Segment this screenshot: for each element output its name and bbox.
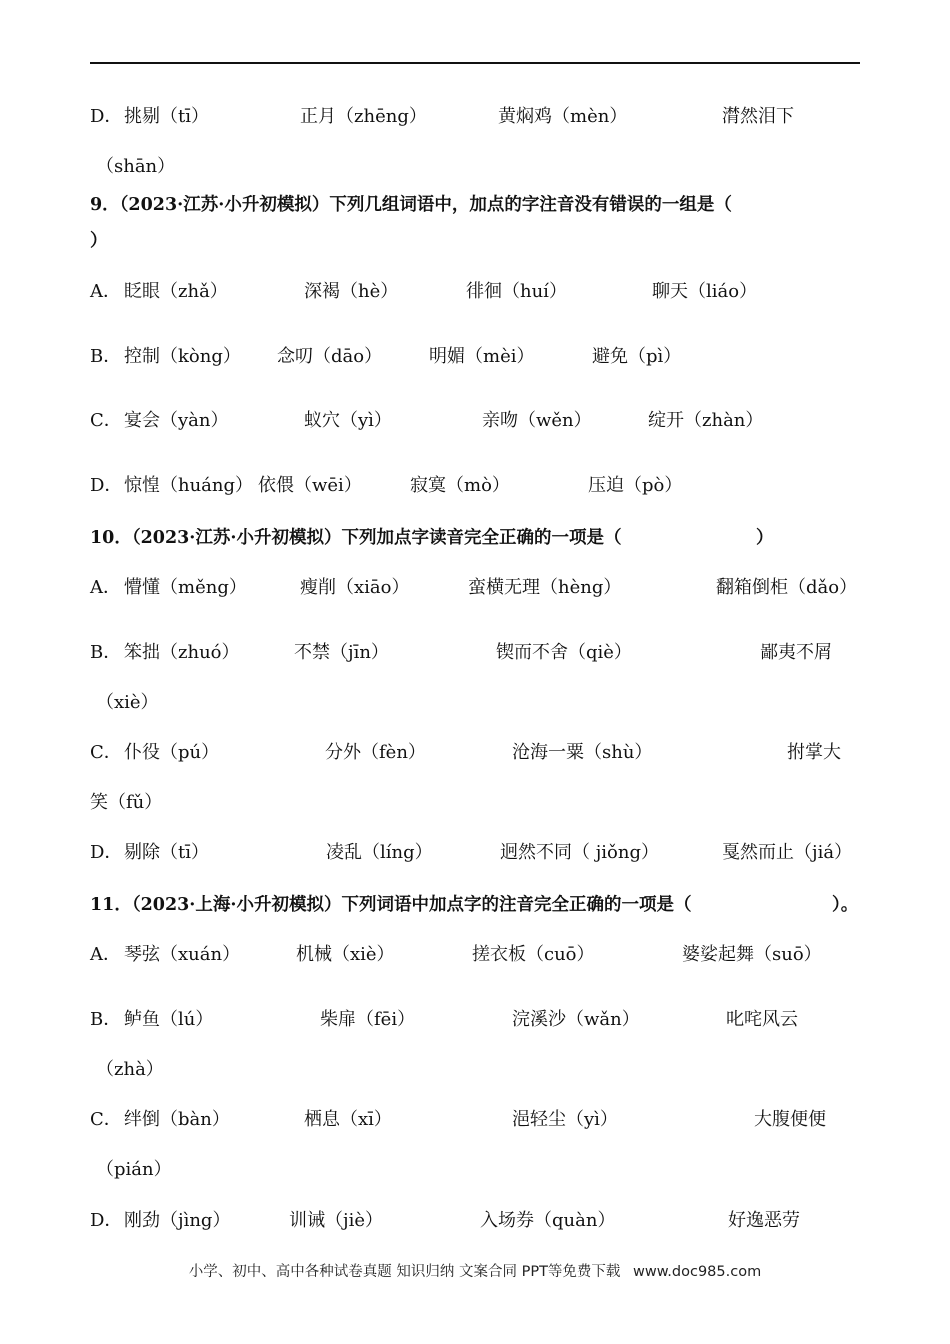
option-item: 绽开（zhàn）	[648, 410, 764, 431]
option-item: 拊掌大	[787, 742, 841, 763]
option-item: 寂寞（mò）	[410, 475, 510, 496]
option-wrap	[0, 1155, 950, 1185]
option-wrap	[0, 152, 950, 182]
option-item: 蛮横无理（hèng）	[468, 577, 622, 598]
footer-link[interactable]: www.doc985.com	[633, 1264, 762, 1280]
option-item: （zhà）	[96, 1059, 164, 1080]
option-item: 浣溪沙（wǎn）	[512, 1009, 640, 1030]
option-item: 蚁穴（yì）	[304, 410, 392, 431]
option-wrap	[0, 688, 950, 718]
question-text: ）	[756, 528, 774, 548]
option-item: 叱咤风云	[726, 1009, 798, 1030]
option-row	[0, 471, 950, 501]
option-item: （shān）	[96, 156, 176, 177]
footer-text: 小学、初中、高中各种试卷真题 知识归纳 文案合同 PPT等免费下载	[188, 1264, 621, 1280]
option-row	[0, 738, 950, 768]
question-text: 11．（2023·上海·小升初模拟）下列词语中加点字的注音完全正确的一项是（	[90, 895, 692, 915]
option-label: A．	[90, 944, 121, 965]
option-item: 黄焖鸡（mèn）	[498, 106, 628, 127]
option-item: 婆娑起舞（suō）	[682, 944, 822, 965]
option-item: 控制（kòng）	[124, 346, 241, 367]
option-item: 不禁（jīn）	[294, 642, 389, 663]
option-row	[0, 638, 950, 668]
option-item: 潸然泪下	[722, 106, 794, 127]
option-item: 念叨（dāo）	[277, 346, 383, 367]
option-row	[0, 838, 950, 868]
option-item: 眨眼（zhǎ）	[124, 281, 228, 302]
option-item: 剔除（tī）	[124, 842, 209, 863]
option-label: C．	[90, 410, 122, 431]
option-item: 明媚（mèi）	[429, 346, 535, 367]
option-label: A．	[90, 577, 121, 598]
option-item: 正月（zhēng）	[300, 106, 427, 127]
option-label: A．	[90, 281, 121, 302]
option-row	[0, 1206, 950, 1236]
option-row	[0, 277, 950, 307]
option-item: 分外（fèn）	[325, 742, 426, 763]
question-text: ）。	[832, 895, 859, 915]
option-item: 翻箱倒柜（dǎo）	[716, 577, 858, 598]
option-item: 挑剔（tī）	[124, 106, 209, 127]
option-item: 戛然而止（jiá）	[722, 842, 853, 863]
option-wrap	[0, 788, 950, 818]
option-wrap	[0, 1055, 950, 1085]
question-text: 9．（2023·江苏·小升初模拟）下列几组词语中，加点的字注音没有错误的一组是（	[90, 195, 732, 215]
option-item: 避免（pì）	[592, 346, 682, 367]
option-label: D．	[90, 1210, 123, 1231]
header-rule	[90, 62, 860, 64]
question-text: ）	[90, 231, 108, 251]
option-item: 绊倒（bàn）	[124, 1109, 230, 1130]
option-item: 栖息（xī）	[304, 1109, 392, 1130]
option-item: 瘦削（xiāo）	[300, 577, 410, 598]
option-item: 徘徊（huí）	[466, 281, 567, 302]
option-item: （pián）	[96, 1159, 172, 1180]
option-label: B．	[90, 1009, 122, 1030]
option-item: 大腹便便	[754, 1109, 826, 1130]
option-label: C．	[90, 742, 122, 763]
question-title-cont	[0, 226, 950, 256]
option-item: 仆役（pú）	[124, 742, 220, 763]
option-item: 聊天（liáo）	[652, 281, 758, 302]
option-item: （xiè）	[96, 692, 159, 713]
option-item: 懵懂（měng）	[124, 577, 247, 598]
option-label: D．	[90, 842, 123, 863]
option-label: D．	[90, 475, 123, 496]
question-text: 10．（2023·江苏·小升初模拟）下列加点字读音完全正确的一项是（	[90, 528, 622, 548]
option-item: 刚劲（jìng）	[124, 1210, 231, 1231]
option-row	[0, 102, 950, 132]
option-item: 笨拙（zhuó）	[124, 642, 240, 663]
question-title	[0, 190, 950, 220]
option-item: 柴扉（fēi）	[320, 1009, 416, 1030]
option-item: 琴弦（xuán）	[124, 944, 241, 965]
question-title	[0, 523, 950, 553]
option-item: 鄙夷不屑	[760, 642, 832, 663]
option-row	[0, 1105, 950, 1135]
option-item: 训诫（jiè）	[289, 1210, 383, 1231]
option-label: C．	[90, 1109, 122, 1130]
option-row	[0, 1005, 950, 1035]
option-item: 搓衣板（cuō）	[472, 944, 595, 965]
question-title	[0, 890, 950, 920]
option-item: 好逸恶劳	[728, 1210, 800, 1231]
option-label: B．	[90, 346, 122, 367]
option-item: 鲈鱼（lú）	[124, 1009, 214, 1030]
option-row	[0, 940, 950, 970]
option-item: 依偎（wēi）	[258, 475, 362, 496]
option-item: 惊惶（huáng）	[124, 475, 254, 496]
option-item: 深褐（hè）	[304, 281, 399, 302]
option-item: 笑（fǔ）	[90, 792, 163, 813]
option-item: 压迫（pò）	[588, 475, 683, 496]
option-item: 浥轻尘（yì）	[512, 1109, 618, 1130]
option-item: 亲吻（wěn）	[482, 410, 592, 431]
option-label: D．	[90, 106, 123, 127]
option-item: 机械（xiè）	[296, 944, 395, 965]
option-item: 迥然不同（ jiǒng）	[500, 842, 660, 863]
option-item: 入场券（quàn）	[480, 1210, 616, 1231]
option-item: 凌乱（líng）	[326, 842, 433, 863]
option-item: 宴会（yàn）	[124, 410, 229, 431]
option-row	[0, 342, 950, 372]
option-row	[0, 406, 950, 436]
option-row	[0, 573, 950, 603]
option-label: B．	[90, 642, 122, 663]
page-footer	[0, 1260, 950, 1281]
option-item: 锲而不舍（qiè）	[496, 642, 632, 663]
option-item: 沧海一粟（shù）	[512, 742, 653, 763]
